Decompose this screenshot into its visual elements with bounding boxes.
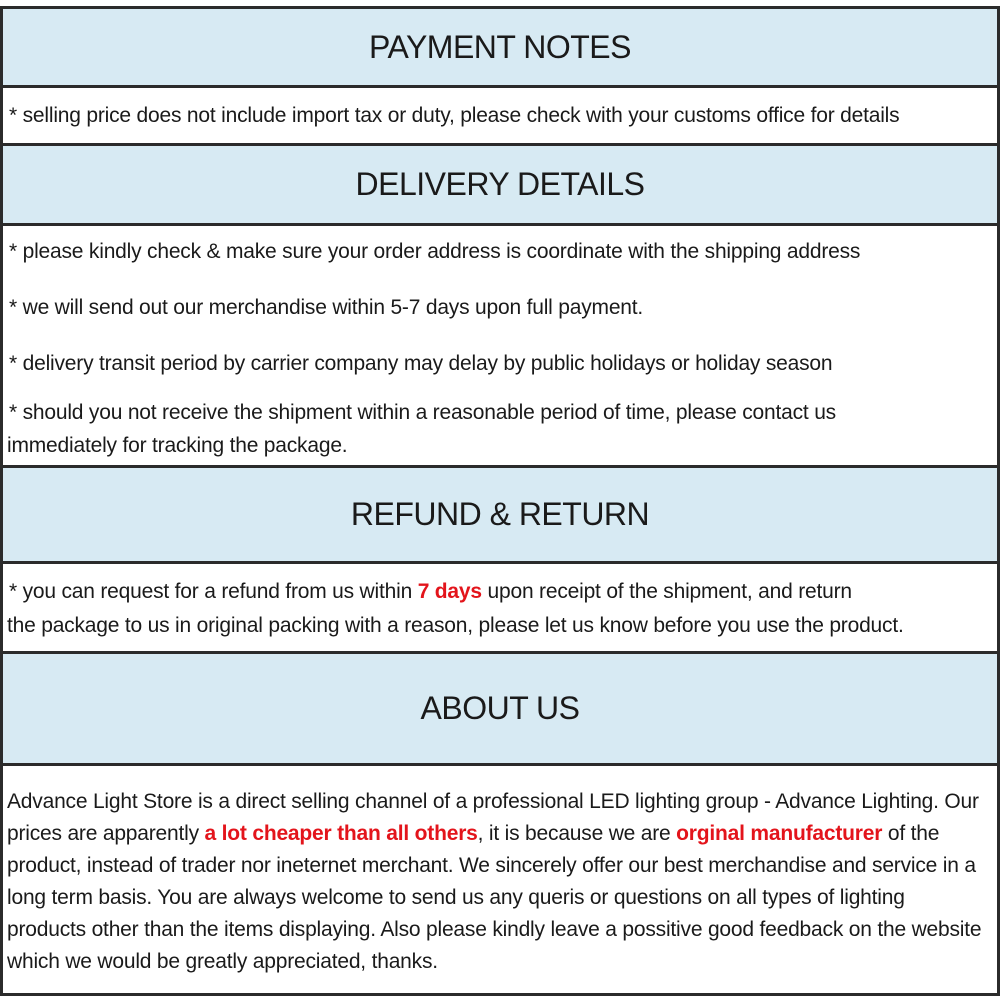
- about-us-title: ABOUT US: [420, 690, 580, 726]
- refund-line-1-pre: * you can request for a refund from us within: [9, 580, 418, 603]
- payment-notes-body: [0, 88, 1000, 146]
- about-manufacturer-highlight: orginal manufacturer: [676, 822, 883, 845]
- refund-return-body: [0, 564, 1000, 654]
- about-line-2-post: of the: [882, 822, 940, 845]
- refund-return-title: REFUND & RETURN: [350, 496, 650, 532]
- payment-notes-header: [0, 6, 1000, 88]
- delivery-line-4a: * should you not receive the shipment within a reasonable period of time, please contact us: [9, 401, 836, 424]
- payment-note-line: * selling price does not include import tax or duty, please check with your customs office for details: [9, 104, 900, 127]
- delivery-line-4b: immediately for tracking the package.: [7, 434, 348, 457]
- about-line-2-mid: , it is because we are: [477, 822, 677, 845]
- about-us-body: [0, 766, 1000, 996]
- about-line-1: Advance Light Store is a direct selling channel of a professional LED lighting group - Advance Lighting. Our: [7, 790, 979, 813]
- refund-line-2: the package to us in original packing with a reason, please let us know before you use the product.: [7, 614, 904, 637]
- delivery-line-1: * please kindly check & make sure your order address is coordinate with the shipping address: [9, 240, 861, 263]
- refund-line-1: [9, 580, 852, 604]
- refund-days-highlight: 7 days: [417, 580, 482, 603]
- about-line-2: [7, 822, 939, 846]
- about-us-header: [0, 654, 1000, 766]
- about-line-3: product, instead of trader nor ineternet merchant. We sincerely offer our best merchandise and service in a: [7, 854, 976, 877]
- delivery-line-3: * delivery transit period by carrier company may delay by public holidays or holiday season: [9, 352, 833, 375]
- delivery-line-2: * we will send out our merchandise within 5-7 days upon full payment.: [9, 296, 644, 319]
- delivery-details-header: [0, 146, 1000, 226]
- about-line-4: long term basis. You are always welcome to send us any queris or questions on all types of lighting: [7, 886, 905, 909]
- delivery-details-title: DELIVERY DETAILS: [355, 166, 645, 202]
- refund-return-header: [0, 468, 1000, 564]
- about-cheaper-highlight: a lot cheaper than all others: [204, 822, 478, 845]
- about-line-2-pre: prices are apparently: [7, 822, 205, 845]
- delivery-details-body: [0, 226, 1000, 468]
- payment-notes-title: PAYMENT NOTES: [369, 28, 631, 65]
- refund-line-1-post: upon receipt of the shipment, and return: [481, 580, 852, 603]
- about-line-6: which we would be greatly appreciated, thanks.: [7, 950, 438, 973]
- about-line-5: products other than the items displaying. Also please kindly leave a possitive good feedback on the website: [7, 918, 982, 941]
